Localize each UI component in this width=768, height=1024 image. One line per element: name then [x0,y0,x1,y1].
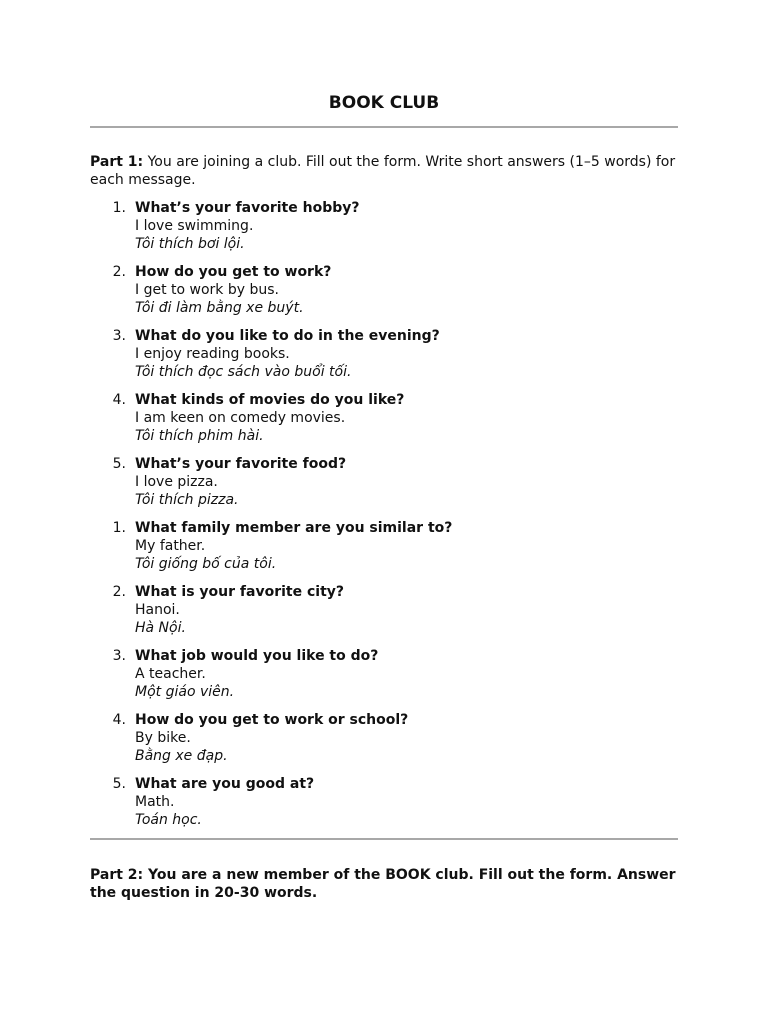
translation-text: Tôi thích phim hài. [135,428,264,444]
answer-text: I love swimming. [135,218,254,234]
question-text: What kinds of movies do you like? [135,392,405,408]
item-number: 5. [112,776,126,792]
list-item [90,711,678,765]
answer-text: Hanoi. [135,602,180,618]
list-item [90,647,678,701]
question-list-a [90,199,678,509]
translation-text: Tôi thích bơi lội. [135,236,245,252]
answer-text: I get to work by bus. [135,282,279,298]
list-item [90,263,678,317]
part1-instructions [90,153,678,189]
translation-text: Bằng xe đạp. [135,748,228,764]
question-text: What job would you like to do? [135,648,379,664]
answer-text: My father. [135,538,206,554]
translation-text: Tôi đi làm bằng xe buýt. [135,300,304,316]
question-text: What is your favorite city? [135,584,345,600]
translation-text: Một giáo viên. [135,684,235,700]
list-item [90,583,678,637]
question-list-b [90,519,678,829]
translation-text: Tôi thích đọc sách vào buổi tối. [135,364,352,380]
translation-text: Tôi giống bố của tôi. [135,556,277,572]
question-text: What’s your favorite hobby? [135,200,360,216]
question-text: What’s your favorite food? [135,456,347,472]
item-number: 3. [112,328,126,344]
answer-text: I love pizza. [135,474,218,490]
question-text: How do you get to work? [135,264,332,280]
translation-text: Tôi thích pizza. [135,492,239,508]
answer-text: I enjoy reading books. [135,346,290,362]
answer-text: I am keen on comedy movies. [135,410,346,426]
list-item [90,775,678,829]
part1-label: Part 1: [90,154,144,170]
answer-text: Math. [135,794,175,810]
translation-text: Toán học. [135,812,202,828]
top-divider [90,126,678,128]
question-lists [90,199,678,839]
question-text: What are you good at? [135,776,315,792]
item-number: 1. [112,520,126,536]
page-title: BOOK CLUB [328,93,440,113]
item-number: 3. [112,648,126,664]
part2-instructions: Part 2: You are a new member of the BOOK club. Fill out the form. Answer the question in 20-30 words. [90,867,676,901]
list-item [90,199,678,253]
answer-text: A teacher. [135,666,206,682]
question-text: What do you like to do in the evening? [135,328,440,344]
bottom-divider [90,838,678,840]
item-number: 4. [112,712,126,728]
translation-text: Hà Nội. [135,620,186,636]
item-number: 1. [112,200,126,216]
list-item [90,519,678,573]
list-item [90,455,678,509]
item-number: 4. [112,392,126,408]
item-number: 2. [112,584,126,600]
answer-text: By bike. [135,730,191,746]
question-text: How do you get to work or school? [135,712,409,728]
part1-text: You are joining a club. Fill out the form. Write short answers (1–5 words) for each message. [90,154,676,188]
list-item [90,391,678,445]
question-text: What family member are you similar to? [135,520,453,536]
list-item [90,327,678,381]
item-number: 5. [112,456,126,472]
item-number: 2. [112,264,126,280]
